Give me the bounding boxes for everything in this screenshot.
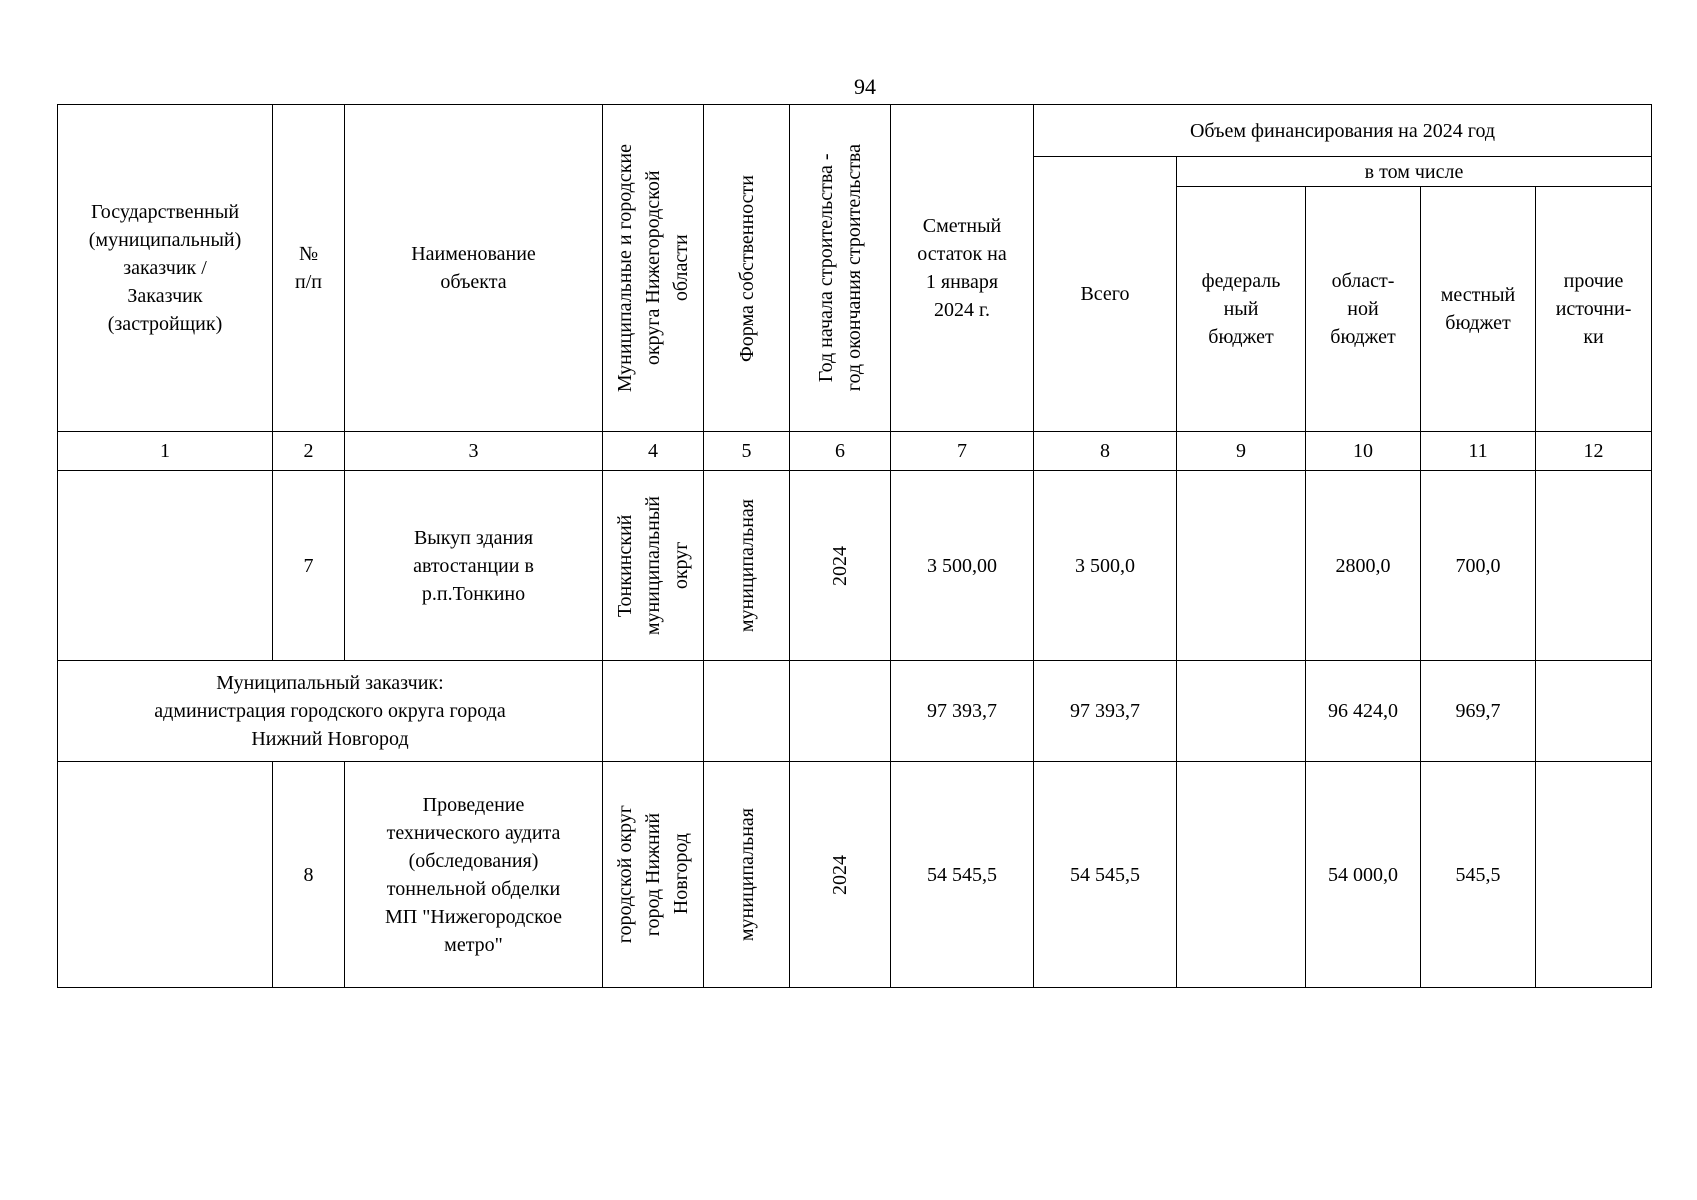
page-number: 94 xyxy=(854,74,876,99)
row-object-name: Проведение технического аудита (обследования) тоннельной обделки МП "Нижегородское метро" xyxy=(345,762,603,988)
header-regional: област- ной бюджет xyxy=(1306,187,1421,432)
row-years-text: 2024 xyxy=(829,854,851,895)
header-ownership-text: Форма собственности xyxy=(735,174,758,362)
table-row xyxy=(58,471,1652,661)
header-object-name: Наименование объекта xyxy=(345,105,603,432)
header-estimate: Сметный остаток на 1 января 2024 г. xyxy=(891,105,1034,432)
group-regional: 96 424,0 xyxy=(1306,661,1421,762)
group-estimate: 97 393,7 xyxy=(891,661,1034,762)
row-estimate: 54 545,5 xyxy=(891,762,1034,988)
row-customer xyxy=(58,471,273,661)
row-district xyxy=(603,471,704,661)
row-object-name: Выкуп здания автостанции в р.п.Тонкино xyxy=(345,471,603,661)
header-district xyxy=(603,105,704,432)
col-num-4: 4 xyxy=(603,432,704,471)
column-numbers-row xyxy=(58,432,1652,471)
col-num-1: 1 xyxy=(58,432,273,471)
col-num-8: 8 xyxy=(1034,432,1177,471)
header-other: прочие источни- ки xyxy=(1536,187,1652,432)
header-row-1 xyxy=(58,105,1652,157)
header-ownership xyxy=(704,105,790,432)
row-local: 700,0 xyxy=(1421,471,1536,661)
group-row xyxy=(58,661,1652,762)
row-district xyxy=(603,762,704,988)
row-ownership-text: муниципальная xyxy=(735,498,758,633)
row-number: 7 xyxy=(273,471,345,661)
header-including: в том числе xyxy=(1177,157,1652,187)
col-num-2: 2 xyxy=(273,432,345,471)
group-federal xyxy=(1177,661,1306,762)
row-regional: 2800,0 xyxy=(1306,471,1421,661)
row-other xyxy=(1536,471,1652,661)
header-number: № п/п xyxy=(273,105,345,432)
header-federal: федераль ный бюджет xyxy=(1177,187,1306,432)
col-num-7: 7 xyxy=(891,432,1034,471)
row-years xyxy=(790,471,891,661)
row-ownership xyxy=(704,471,790,661)
row-customer xyxy=(58,762,273,988)
header-total: Всего xyxy=(1034,157,1177,432)
group-total: 97 393,7 xyxy=(1034,661,1177,762)
group-district xyxy=(603,661,704,762)
header-customer: Государственный (муниципальный) заказчик / Заказчик (застройщик) xyxy=(58,105,273,432)
group-customer-label: Муниципальный заказчик: администрация городского округа города Нижний Новгород xyxy=(58,661,603,762)
row-years-text: 2024 xyxy=(829,545,851,586)
row-local: 545,5 xyxy=(1421,762,1536,988)
header-years xyxy=(790,105,891,432)
header-years-text: Год начала строительства - год окончания строительства xyxy=(815,144,865,392)
row-number: 8 xyxy=(273,762,345,988)
group-years xyxy=(790,661,891,762)
row-ownership-text: муниципальная xyxy=(735,807,758,942)
col-num-6: 6 xyxy=(790,432,891,471)
row-other xyxy=(1536,762,1652,988)
col-num-5: 5 xyxy=(704,432,790,471)
header-funding-title: Объем финансирования на 2024 год xyxy=(1034,105,1652,157)
group-local: 969,7 xyxy=(1421,661,1536,762)
row-estimate: 3 500,00 xyxy=(891,471,1034,661)
col-num-11: 11 xyxy=(1421,432,1536,471)
row-regional: 54 000,0 xyxy=(1306,762,1421,988)
col-num-9: 9 xyxy=(1177,432,1306,471)
row-federal xyxy=(1177,471,1306,661)
row-ownership xyxy=(704,762,790,988)
row-total: 54 545,5 xyxy=(1034,762,1177,988)
group-ownership xyxy=(704,661,790,762)
col-num-3: 3 xyxy=(345,432,603,471)
financing-table xyxy=(57,104,1652,988)
header-local: местный бюджет xyxy=(1421,187,1536,432)
col-num-12: 12 xyxy=(1536,432,1652,471)
table-row xyxy=(58,762,1652,988)
row-years xyxy=(790,762,891,988)
col-num-10: 10 xyxy=(1306,432,1421,471)
row-total: 3 500,0 xyxy=(1034,471,1177,661)
row-federal xyxy=(1177,762,1306,988)
row-district-text: Тонкинский муниципальный округ xyxy=(614,495,692,636)
group-other xyxy=(1536,661,1652,762)
header-district-text: Муниципальные и городские округа Нижегородской области xyxy=(614,143,692,393)
row-district-text: городской округ город Нижний Новгород xyxy=(614,805,692,944)
